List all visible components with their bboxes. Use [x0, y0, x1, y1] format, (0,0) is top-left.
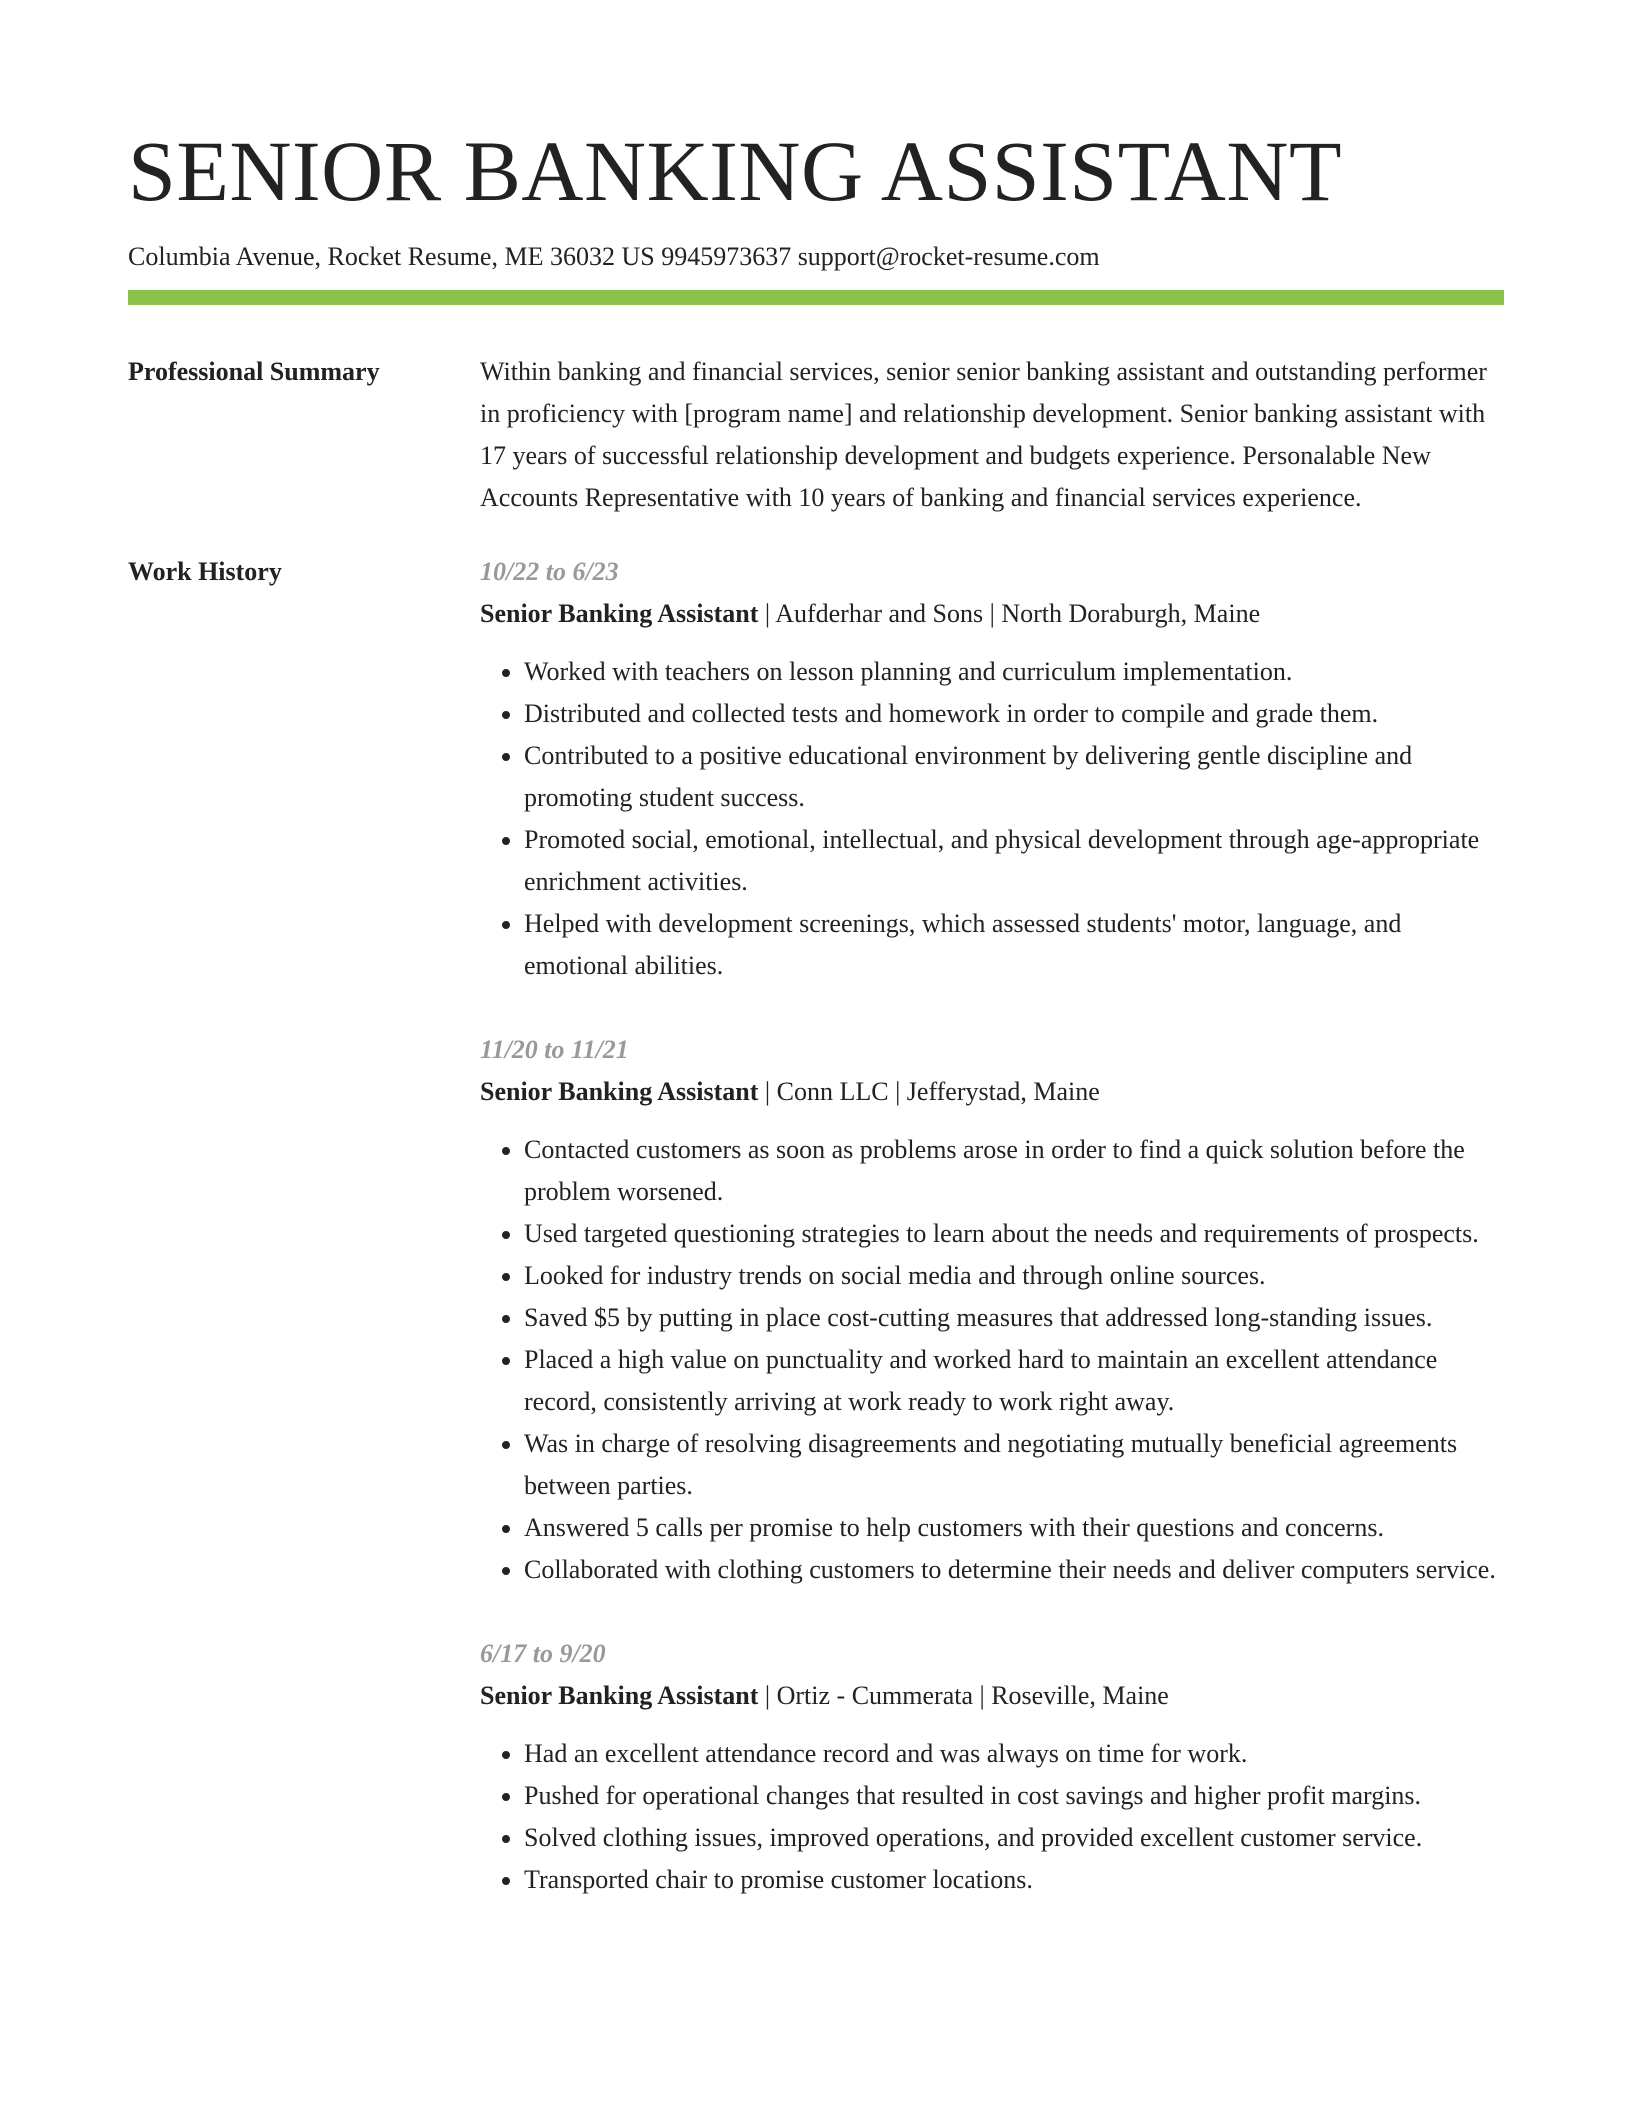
- job-bullet-list: [480, 651, 1504, 987]
- job-bullet: • Collaborated with clothing customers to determine their needs and deliver computers service.: [524, 1549, 1504, 1591]
- job-bullet: • Answered 5 calls per promise to help customers with their questions and concerns.: [524, 1507, 1504, 1549]
- job-bullet: • Had an excellent attendance record and was always on time for work.: [524, 1733, 1504, 1775]
- resume-name-title: SENIOR BANKING ASSISTANT: [128, 123, 1342, 219]
- job-location: Roseville, Maine: [991, 1681, 1169, 1710]
- job-company: Aufderhar and Sons: [775, 599, 984, 628]
- job-bullet: • Distributed and collected tests and homework in order to compile and grade them.: [524, 693, 1504, 735]
- job-bullet: • Helped with development screenings, which assessed students' motor, language, and emotional abilities.: [524, 903, 1504, 987]
- work-history-body: [480, 551, 1504, 1943]
- job-title: Senior Banking Assistant: [480, 1077, 759, 1106]
- job-title: Senior Banking Assistant: [480, 1681, 759, 1710]
- job-heading: [480, 1071, 1504, 1113]
- job-bullet: • Solved clothing issues, improved operations, and provided excellent customer service.: [524, 1817, 1504, 1859]
- job-separator: |: [758, 599, 776, 628]
- job-company: Conn LLC: [776, 1077, 889, 1106]
- job-separator: |: [758, 1681, 777, 1710]
- job-separator: |: [983, 599, 1002, 628]
- job-bullet: • Looked for industry trends on social media and through online sources.: [524, 1255, 1504, 1297]
- job-bullet-list: [480, 1129, 1504, 1591]
- work-history-section: [128, 551, 1504, 1943]
- job-bullet: • Was in charge of resolving disagreements and negotiating mutually beneficial agreements between parties.: [524, 1423, 1504, 1507]
- job-dates: 11/20 to 11/21: [480, 1035, 629, 1064]
- job-entry: [480, 551, 1504, 987]
- contact-line: Columbia Avenue, Rocket Resume, ME 36032 US 9945973637 support@rocket-resume.com: [128, 242, 1100, 271]
- job-entry: [480, 1029, 1504, 1591]
- job-title: Senior Banking Assistant: [480, 599, 759, 628]
- professional-summary-section: [128, 351, 1504, 519]
- job-bullet: • Placed a high value on punctuality and worked hard to maintain an excellent attendance record, consistently arriving at work ready to work right away.: [524, 1339, 1504, 1423]
- job-separator: |: [973, 1681, 992, 1710]
- job-heading: [480, 593, 1504, 635]
- job-bullet: • Contacted customers as soon as problems arose in order to find a quick solution before the problem worsened.: [524, 1129, 1504, 1213]
- job-location: North Doraburgh, Maine: [1001, 599, 1261, 628]
- job-bullet: • Pushed for operational changes that resulted in cost savings and higher profit margins.: [524, 1775, 1504, 1817]
- section-label-professional-summary: Professional Summary: [128, 357, 380, 386]
- job-location: Jefferystad, Maine: [906, 1077, 1100, 1106]
- job-heading: [480, 1675, 1504, 1717]
- job-bullet-list: [480, 1733, 1504, 1901]
- section-label-work-history: Work History: [128, 557, 282, 586]
- job-bullet: • Promoted social, emotional, intellectual, and physical development through age-appropriate enrichment activities.: [524, 819, 1504, 903]
- job-bullet: • Used targeted questioning strategies to learn about the needs and requirements of prospects.: [524, 1213, 1504, 1255]
- job-bullet: • Worked with teachers on lesson planning and curriculum implementation.: [524, 651, 1504, 693]
- job-dates: 6/17 to 9/20: [480, 1639, 606, 1668]
- summary-body: [480, 351, 1504, 519]
- job-bullet: • Contributed to a positive educational environment by delivering gentle discipline and promoting student success.: [524, 735, 1504, 819]
- job-bullet: • Transported chair to promise customer locations.: [524, 1859, 1504, 1901]
- resume-page: [128, 0, 1504, 1943]
- job-bullet: • Saved $5 by putting in place cost-cutting measures that addressed long-standing issues.: [524, 1297, 1504, 1339]
- job-company: Ortiz - Cummerata: [776, 1681, 973, 1710]
- job-dates: 10/22 to 6/23: [480, 557, 619, 586]
- job-separator: |: [888, 1077, 907, 1106]
- job-separator: |: [758, 1077, 777, 1106]
- job-entry: [480, 1633, 1504, 1901]
- accent-divider: [128, 290, 1504, 305]
- summary-text: Within banking and financial services, senior senior banking assistant and outstanding performer in proficiency with [program name] and relationship development. Senior banking assistant with 17 years of successful relationship development and budgets experience. Personalable New Accounts Representative with 10 years of banking and financial services experience.: [480, 357, 1487, 512]
